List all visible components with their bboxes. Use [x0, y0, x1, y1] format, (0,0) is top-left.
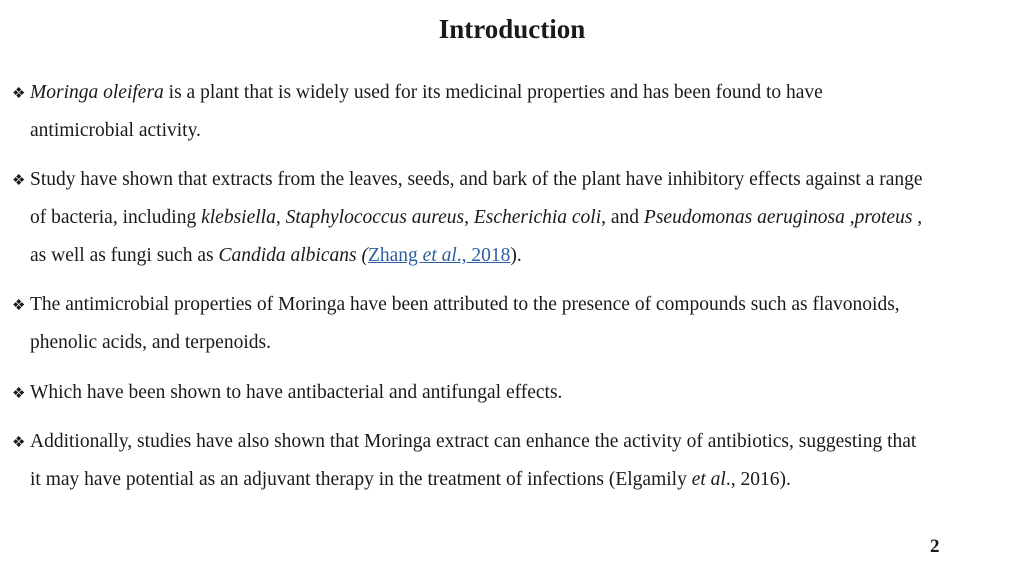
bullet-text: of bacteria, including — [30, 207, 202, 228]
bullet-antibiotics — [12, 423, 1016, 499]
bullet-text: phenolic acids, and terpenoids. — [30, 332, 271, 353]
bullet-compounds — [12, 286, 1016, 362]
bullet-text: antimicrobial activity. — [30, 120, 201, 141]
bullet-text: , — [912, 207, 923, 228]
citation-link-zhang-2018[interactable]: Zhang et al., 2018 — [367, 245, 511, 266]
bullet-text: Additionally, studies have also shown that Moringa extract can enhance the activity of antibiotics, suggesting that — [30, 431, 917, 452]
slide-title: Introduction — [438, 14, 586, 44]
diamond-bullet-icon: ❖ — [12, 86, 26, 102]
species-name: proteus — [854, 207, 913, 228]
bullet-text: Study have shown that extracts from the leaves, seeds, and bark of the plant have inhibitory effects against a range — [30, 169, 923, 190]
bullet-text: , and — [601, 207, 644, 228]
bullet-text: et al — [691, 469, 726, 490]
bullet-text: ., 2016). — [725, 469, 791, 490]
bullet-effects — [12, 374, 1016, 412]
species-name: Staphylococcus aureus — [285, 207, 465, 228]
bullet-text: , — [844, 207, 855, 228]
bullet-text: , — [275, 207, 286, 228]
diamond-bullet-icon: ❖ — [12, 386, 26, 402]
species-name: Candida albicans ( — [218, 245, 368, 266]
species-name: Moringa oleifera — [30, 82, 164, 103]
diamond-bullet-icon: ❖ — [12, 298, 26, 314]
bullet-text: it may have potential as an adjuvant therapy in the treatment of infections (Elgamily — [30, 469, 692, 490]
bullet-text: The antimicrobial properties of Moringa have been attributed to the presence of compounds such as flavonoids, — [30, 294, 900, 315]
species-name: klebsiella — [201, 207, 276, 228]
species-name: Escherichia coli — [473, 207, 602, 228]
bullet-text: Which have been shown to have antibacterial and antifungal effects. — [30, 382, 563, 403]
page-number: 2 — [930, 536, 940, 557]
bullet-studies — [12, 161, 1016, 275]
species-name: Pseudomonas aeruginosa — [643, 207, 845, 228]
bullet-text: as well as fungi such as — [30, 245, 219, 266]
bullet-text: is a plant that is widely used for its medicinal properties and has been found to have — [163, 82, 823, 103]
diamond-bullet-icon: ❖ — [12, 435, 26, 451]
bullet-text: ). — [510, 245, 522, 266]
diamond-bullet-icon: ❖ — [12, 173, 26, 189]
bullet-moringa-intro — [12, 74, 1016, 150]
bullet-text: , — [464, 207, 474, 228]
